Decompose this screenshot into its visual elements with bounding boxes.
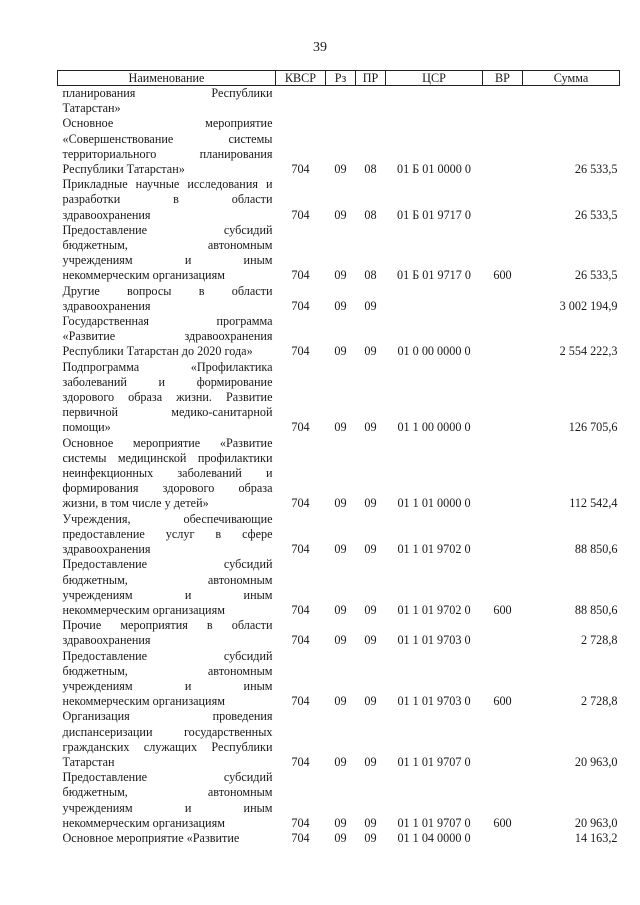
row-csr: 01 1 04 0000 0 [397,830,471,845]
row-name-line: Подпрограмма «Профилактика [62,359,273,374]
row-sum: 126 705,6 [568,420,618,435]
row-name-line: здорового образа жизни. Развитие [62,390,273,405]
row-kvsr [276,86,326,117]
row-name-line: Основное мероприятие «Развитие [62,830,240,845]
table-row [58,223,620,284]
header-csr: ЦСР [386,71,483,86]
row-pr: 09 [364,344,377,359]
table-row [58,360,620,436]
row-name [58,709,276,770]
row-name-line: планирования Республики [62,86,273,100]
row-csr: 01 1 01 0000 0 [397,496,471,511]
row-kvsr: 704 [291,496,310,511]
row-name-line: Учреждения, обеспечивающие [62,511,273,526]
row-kvsr: 704 [291,420,310,435]
table-row [58,709,620,770]
row-name-line: Татарстан [62,754,115,769]
row-name-line: формирования здорового образа [62,481,273,496]
row-kvsr: 704 [291,633,310,648]
row-name-line: некоммерческим организациям [62,602,225,617]
row-pr: 09 [364,754,377,769]
row-name-line: помощи» [62,420,111,435]
row-name-line: Предоставление субсидий [62,222,273,237]
row-kvsr: 704 [291,344,310,359]
row-name-line: Другие вопросы в области [62,283,273,298]
row-name [58,360,276,436]
row-name-line: Республики Татарстан до 2020 года» [62,344,253,359]
row-name-line: первичной медико-санитарной [62,405,273,420]
row-name-line: Татарстан» [62,101,121,116]
row-csr: 01 1 01 9703 0 [397,633,471,648]
row-name-line: бюджетным, автономным [62,238,273,253]
row-name [58,436,276,512]
row-name-line: системы медицинской профилактики [62,450,273,465]
row-pr: 09 [364,815,377,830]
row-sum: 2 728,8 [580,633,618,648]
row-rz: 09 [334,420,347,435]
row-vr [483,284,523,314]
header-pr: ПР [356,71,386,86]
table-row [58,86,620,117]
row-pr: 09 [364,496,377,511]
table-row [58,116,620,177]
row-csr: 01 1 01 9707 0 [397,815,471,830]
row-name-line: предоставление услуг в сфере [62,526,273,541]
row-rz: 09 [334,162,347,177]
row-rz: 09 [334,815,347,830]
row-name [58,512,276,558]
row-pr [356,86,386,117]
row-rz: 09 [334,602,347,617]
row-kvsr: 704 [291,754,310,769]
table-row [58,177,620,223]
row-rz: 09 [334,496,347,511]
row-name [58,86,276,117]
row-name-line: неинфекционных заболеваний и [62,466,273,481]
row-rz: 09 [334,694,347,709]
row-sum: 2 554 222,3 [559,344,618,359]
row-sum: 26 533,5 [574,268,618,283]
row-kvsr: 704 [291,268,310,283]
row-name-line: гражданских служащих Республики [62,739,273,754]
header-rz: Рз [326,71,356,86]
budget-table [57,70,620,846]
row-sum: 20 963,0 [574,815,618,830]
row-vr: 600 [493,694,512,709]
row-name [58,649,276,710]
row-sum: 3 002 194,9 [559,298,618,313]
row-name-line: Основное мероприятие [62,116,273,131]
row-name-line: здравоохранения [62,542,151,557]
row-sum: 20 963,0 [574,754,618,769]
row-pr: 09 [364,830,377,845]
row-vr [483,360,523,436]
row-name-line: диспансеризации государственных [62,724,273,739]
row-csr: 01 Б 01 9717 0 [396,268,472,283]
row-kvsr: 704 [291,830,310,845]
header-sum: Сумма [523,71,620,86]
table-header [58,71,620,86]
row-sum: 26 533,5 [574,162,618,177]
table-row [58,284,620,314]
row-name-line: Организация проведения [62,709,273,724]
row-kvsr: 704 [291,298,310,313]
row-pr: 09 [364,633,377,648]
row-pr: 08 [364,268,377,283]
row-name-line: некоммерческим организациям [62,268,225,283]
row-name [58,223,276,284]
row-vr [483,618,523,648]
row-name-line: бюджетным, автономным [62,572,273,587]
row-name [58,618,276,648]
row-pr: 09 [364,694,377,709]
header-name: Наименование [58,71,276,86]
row-kvsr: 704 [291,162,310,177]
row-kvsr: 704 [291,815,310,830]
row-name-line: учреждениям и иным [62,800,273,815]
row-kvsr: 704 [291,542,310,557]
row-vr [483,512,523,558]
row-name-line: Прочие мероприятия в области [62,618,273,633]
row-csr: 01 1 00 0000 0 [397,420,471,435]
table-row [58,618,620,648]
row-vr [483,709,523,770]
header-kvsr: КВСР [276,71,326,86]
row-name [58,284,276,314]
row-csr [386,284,483,314]
row-rz: 09 [334,830,347,845]
row-csr: 01 1 01 9707 0 [397,754,471,769]
row-sum [523,86,620,117]
row-name-line: территориального планирования [62,146,273,161]
row-vr [483,116,523,177]
row-name [58,770,276,831]
row-sum: 112 542,4 [569,496,618,511]
row-csr: 01 Б 01 9717 0 [396,207,472,222]
row-rz: 09 [334,268,347,283]
row-name-line: жизни, в том числе у детей» [62,496,209,511]
row-csr: 01 1 01 9702 0 [397,542,471,557]
row-sum: 88 850,6 [574,602,618,617]
row-rz: 09 [334,298,347,313]
row-sum: 14 163,2 [574,830,618,845]
row-vr [483,86,523,117]
row-kvsr: 704 [291,602,310,617]
row-name [58,831,276,846]
row-name-line: Основное мероприятие «Развитие [62,435,273,450]
page-number: 39 [313,40,327,55]
row-sum: 88 850,6 [574,542,618,557]
row-name-line: здравоохранения [62,207,151,222]
row-name-line: учреждениям и иным [62,587,273,602]
row-rz [326,86,356,117]
row-name-line: заболеваний и формирование [62,374,273,389]
row-name-line: здравоохранения [62,298,151,313]
row-pr: 09 [364,602,377,617]
row-name-line: Предоставление субсидий [62,770,273,785]
row-name [58,177,276,223]
row-pr: 09 [364,420,377,435]
row-rz: 09 [334,344,347,359]
table-row [58,831,620,846]
row-name-line: «Совершенствование системы [62,131,273,146]
row-name-line: Прикладные научные исследования и [62,177,273,192]
row-rz: 09 [334,542,347,557]
row-name-line: Предоставление субсидий [62,648,273,663]
row-vr: 600 [493,268,512,283]
table-row [58,436,620,512]
row-vr [483,314,523,360]
row-name-line: бюджетным, автономным [62,663,273,678]
row-pr: 09 [364,542,377,557]
row-csr: 01 0 00 0000 0 [397,344,471,359]
table-body [58,86,620,847]
row-rz: 09 [334,207,347,222]
row-rz: 09 [334,633,347,648]
row-kvsr: 704 [291,694,310,709]
table-row [58,314,620,360]
row-vr: 600 [493,815,512,830]
row-name-line: некоммерческим организациям [62,815,225,830]
row-csr [386,86,483,117]
row-name-line: «Развитие здравоохранения [62,329,273,344]
table-row [58,770,620,831]
row-csr: 01 1 01 9703 0 [397,694,471,709]
table-row [58,557,620,618]
row-pr: 08 [364,162,377,177]
row-name-line: разработки в области [62,192,273,207]
row-name [58,557,276,618]
row-name-line: Предоставление субсидий [62,557,273,572]
row-name [58,116,276,177]
table-row [58,649,620,710]
row-name-line: бюджетным, автономным [62,785,273,800]
table-row [58,512,620,558]
row-name-line: учреждениям и иным [62,678,273,693]
row-name-line: некоммерческим организациям [62,694,225,709]
row-name [58,314,276,360]
row-csr: 01 Б 01 0000 0 [396,162,472,177]
row-sum: 26 533,5 [574,207,618,222]
row-name-line: Республики Татарстан» [62,162,185,177]
row-vr [483,831,523,846]
row-kvsr: 704 [291,207,310,222]
row-vr [483,436,523,512]
row-pr: 08 [364,207,377,222]
row-vr [483,177,523,223]
row-pr: 09 [364,298,377,313]
row-rz: 09 [334,754,347,769]
row-vr: 600 [493,602,512,617]
header-vr: ВР [483,71,523,86]
row-sum: 2 728,8 [580,694,618,709]
row-name-line: здравоохранения [62,633,151,648]
row-name-line: Государственная программа [62,314,273,329]
row-name-line: учреждениям и иным [62,253,273,268]
row-csr: 01 1 01 9702 0 [397,602,471,617]
